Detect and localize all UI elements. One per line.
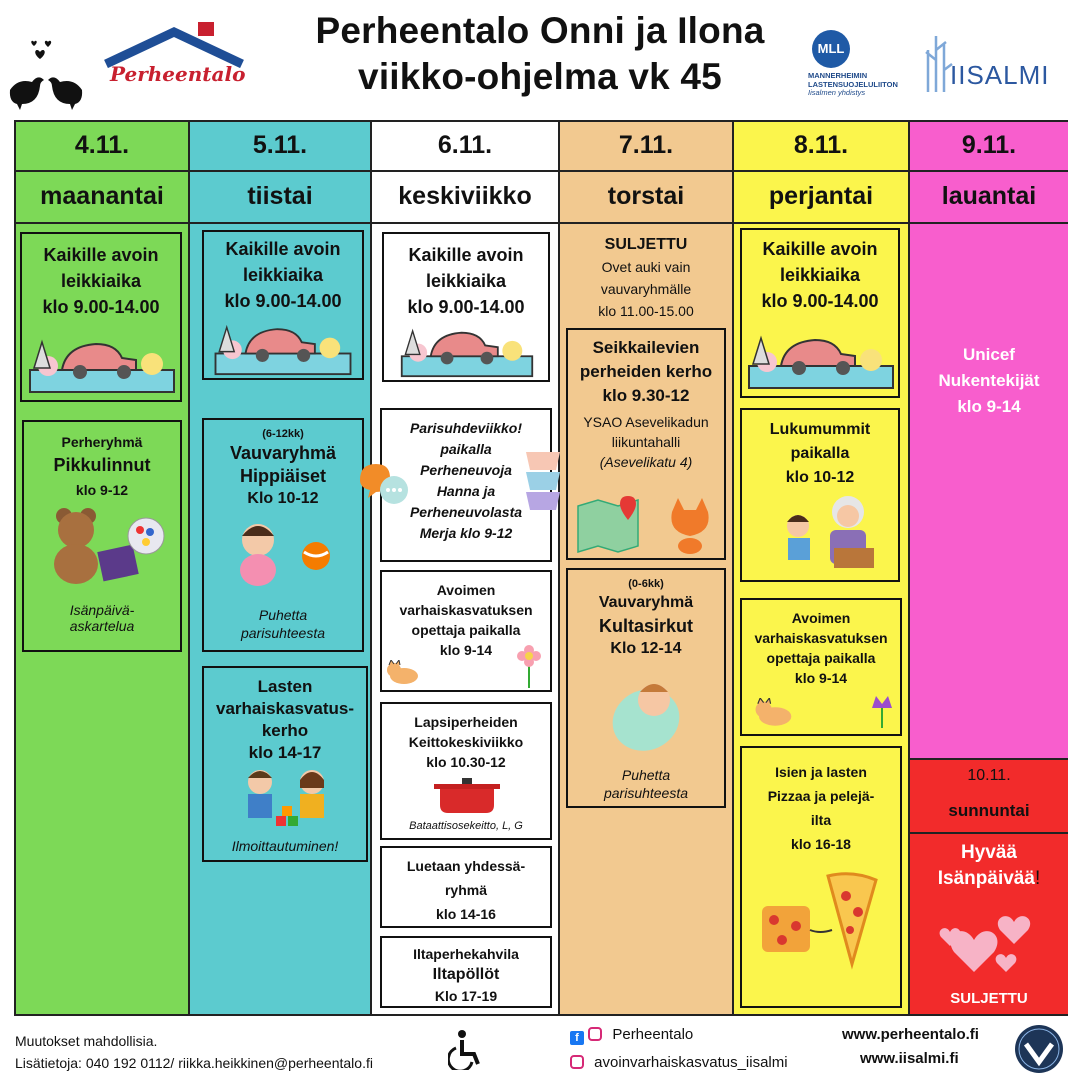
date-thursday: 7.11. (560, 122, 732, 172)
hearts-icon (934, 900, 1044, 980)
title-line-2: viikko-ohjelma vk 45 (358, 56, 722, 97)
perheentalo-logo-text: Perheentalo (110, 62, 246, 86)
closed-label: SULJETTU (604, 236, 688, 253)
weekly-schedule-grid (14, 120, 1068, 1016)
event-line: Seikkailevien (592, 338, 700, 357)
event-line: Hippiäiset (239, 466, 327, 486)
event-line: Lasten (257, 677, 313, 696)
event-note: askartelua (69, 618, 135, 634)
event-time: klo 14-17 (248, 743, 322, 762)
instagram-link[interactable] (570, 1054, 788, 1071)
event-line: ryhmä (444, 882, 488, 898)
toy-car-box-icon (392, 320, 542, 378)
open-play-box-tuesday (202, 230, 364, 380)
baby-with-ball-icon (224, 518, 344, 588)
toy-car-box-icon (208, 316, 358, 376)
event-time: klo 9.00-14.00 (407, 297, 525, 317)
event-line: varhaiskasvatus- (216, 699, 354, 718)
greeting-line-1: Hyvää (961, 842, 1017, 863)
greeting-line-2: Isänpäivää (937, 868, 1035, 889)
event-line: Perheneuvoja (420, 462, 512, 478)
event-line: Perheneuvolasta (409, 504, 523, 520)
event-line: Kaikille avoin (762, 239, 878, 259)
event-line: varhaiskasvatuksen (399, 602, 533, 618)
flower-icon (516, 644, 542, 688)
mll-logo-line-3: Iisalmen yhdistys (808, 88, 866, 97)
day-monday: maanantai (16, 172, 188, 224)
page-title (270, 8, 810, 100)
event-line: Perheryhmä (61, 434, 143, 450)
map-and-fox-icon (576, 492, 722, 554)
iisalmi-logo-text: IISALMI (950, 60, 1050, 90)
day-thursday: torstai (560, 172, 732, 224)
event-line: Isien ja lasten (775, 764, 867, 780)
badge-logo-icon (1014, 1024, 1064, 1074)
event-line: Lapsiperheiden (414, 714, 518, 730)
cat-icon (386, 660, 420, 686)
event-line: vauvaryhmälle (600, 281, 692, 297)
speech-bubbles-icon (356, 460, 416, 508)
event-line: leikkiaika (60, 271, 142, 291)
event-line: varhaiskasvatuksen (754, 630, 888, 646)
event-line: leikkiaika (425, 271, 507, 291)
day-saturday: lauantai (910, 172, 1068, 224)
mll-logo-mark: MLL (812, 30, 850, 68)
purple-flower-icon (868, 694, 896, 728)
footer (0, 1018, 1080, 1080)
event-note: Bataattisosekeitto, L, G (409, 820, 523, 832)
date-wednesday: 6.11. (372, 122, 558, 172)
event-line: Nukentekijät (938, 371, 1040, 390)
event-line: Pikkulinnut (53, 455, 151, 475)
event-note: parisuhteesta (240, 625, 326, 641)
event-line: Lukumummit (769, 421, 871, 438)
event-line: paikalla (440, 441, 492, 457)
date-monday: 4.11. (16, 122, 188, 172)
event-place: YSAO Asevelikadun (583, 414, 709, 430)
footer-info (15, 1030, 373, 1074)
day-tuesday: tiistai (190, 172, 370, 224)
pizza-evening-box-friday (740, 746, 902, 1008)
event-line: kerho (261, 721, 309, 740)
cat-icon (754, 698, 794, 728)
event-age: (6-12kk) (262, 428, 304, 440)
title-line-1: Perheentalo Onni ja Ilona (315, 10, 765, 51)
event-line: Kaikille avoin (225, 239, 341, 259)
fathers-day-greeting (910, 834, 1068, 892)
event-time: klo 14-16 (436, 906, 496, 922)
day-friday: perjantai (734, 172, 908, 224)
event-line: opettaja paikalla (411, 622, 521, 638)
mll-logo-text (808, 72, 898, 98)
event-time: klo 10-12 (785, 469, 855, 486)
column-wednesday (372, 122, 560, 1014)
event-note: parisuhteesta (603, 785, 689, 801)
event-line: Iltapöllöt (432, 966, 500, 983)
event-line: Vauvaryhmä (598, 594, 694, 611)
event-line: Iltaperhekahvila (413, 946, 519, 962)
adventure-box-thursday (566, 328, 726, 560)
open-play-box-friday (740, 228, 900, 398)
wheelchair-accessible-icon (448, 1030, 484, 1070)
club-box-tuesday (202, 666, 368, 862)
mll-logo-line-2: LASTENSUOJELULIITON (808, 79, 898, 89)
event-time: Merja klo 9-12 (419, 525, 513, 541)
perheentalo-logo (102, 20, 247, 100)
pizza-characters-icon (756, 870, 886, 970)
event-line: Keittokeskiviikko (408, 734, 524, 750)
event-time: Klo 10-12 (247, 490, 319, 507)
column-sunday (910, 758, 1068, 1014)
grandma-reading-icon (778, 492, 874, 572)
event-note: Puhetta (258, 607, 308, 623)
column-monday (16, 122, 190, 1014)
iisalmi-tree-icon (920, 30, 954, 92)
footer-changes: Muutokset mahdollisia. (15, 1033, 158, 1049)
perheentalo-website-link[interactable]: www.perheentalo.fi (842, 1026, 979, 1043)
date-sunday: 10.11. (967, 767, 1011, 784)
event-age: (0-6kk) (628, 578, 664, 590)
soup-pot-icon (432, 776, 502, 814)
soup-box-wednesday (380, 702, 552, 840)
date-friday: 8.11. (734, 122, 908, 172)
event-time: klo 9.00-14.00 (761, 291, 879, 311)
event-line: Luetaan yhdessä- (406, 858, 526, 874)
event-line: Kultasirkut (598, 616, 694, 636)
instagram-icon (570, 1055, 584, 1069)
closed-notice-thursday (560, 234, 732, 322)
toy-car-box-icon (746, 326, 896, 390)
sunday-closed-label: SULJETTU (950, 990, 1028, 1007)
day-wednesday: keskiviikko (372, 172, 558, 224)
event-line: Pizzaa ja pelejä- (767, 788, 875, 804)
event-time: klo 9.00-14.00 (42, 297, 160, 317)
date-tuesday: 5.11. (190, 122, 370, 172)
event-note: Puhetta (621, 767, 671, 783)
open-play-box-monday (20, 232, 182, 402)
baby-group-box-thursday (566, 568, 726, 808)
swaddled-baby-icon (606, 674, 686, 754)
iisalmi-website-link[interactable]: www.iisalmi.fi (860, 1050, 959, 1067)
group-box-monday (22, 420, 182, 652)
baby-group-box-tuesday (202, 418, 364, 652)
teddy-bear-paints-icon (42, 504, 166, 584)
greeting-mark: ! (1034, 868, 1041, 889)
footer-contact: Lisätietoja: 040 192 0112/ riikka.heikkinen@perheentalo.fi (15, 1055, 373, 1071)
mll-logo-line-1: MANNERHEIMIN (808, 71, 868, 80)
event-address: (Asevelikatu 4) (599, 454, 693, 470)
instagram-handle: avoinvarhaiskasvatus_iisalmi (594, 1054, 788, 1071)
event-line: Hanna ja (436, 483, 496, 499)
event-time: klo 9-14 (957, 397, 1021, 416)
day-sunday: sunnuntai (910, 790, 1068, 834)
event-time: klo 9-12 (75, 482, 129, 498)
column-tuesday (190, 122, 372, 1014)
facebook-instagram-link[interactable] (570, 1026, 693, 1045)
event-line: Parisuhdeviikko! (409, 420, 523, 436)
birds-logo (6, 40, 86, 115)
event-line: Avoimen (436, 582, 496, 598)
event-line: Vauvaryhmä (229, 443, 337, 463)
date-saturday: 9.11. (910, 122, 1068, 172)
column-saturday (910, 122, 1068, 1014)
event-time: klo 9.00-14.00 (224, 291, 342, 311)
event-line: Ovet auki vain (601, 259, 691, 275)
instagram-icon (588, 1027, 602, 1041)
event-line: paikalla (790, 445, 850, 462)
event-line: opettaja paikalla (766, 650, 876, 666)
cafe-box-wednesday (380, 936, 552, 1008)
facebook-icon: f (570, 1031, 584, 1045)
event-line: Avoimen (791, 610, 851, 626)
event-time: klo 9.30-12 (602, 386, 690, 405)
iisalmi-logo (920, 30, 1060, 100)
event-line: Kaikille avoin (43, 245, 159, 265)
teacher-box-wednesday (380, 570, 552, 692)
mll-logo (806, 26, 926, 106)
event-line: leikkiaika (242, 265, 324, 285)
teacher-box-friday (740, 598, 902, 736)
event-time: klo 16-18 (791, 836, 851, 852)
event-line: Kaikille avoin (408, 245, 524, 265)
reading-box-wednesday (380, 846, 552, 928)
event-time: klo 11.00-15.00 (598, 303, 694, 319)
stacked-cups-icon (520, 448, 570, 514)
facebook-handle: Perheentalo (612, 1026, 694, 1043)
grannies-box-friday (740, 408, 900, 582)
event-line: Unicef (963, 345, 1015, 364)
toy-car-box-icon (28, 330, 176, 394)
event-time: Klo 17-19 (434, 988, 498, 1004)
event-time: Klo 12-14 (610, 640, 682, 657)
unicef-event-saturday (910, 342, 1068, 420)
event-place: liikuntahalli (611, 434, 681, 450)
event-note: Ilmoittautuminen! (231, 838, 339, 854)
column-thursday (560, 122, 734, 1014)
children-playing-blocks-icon (232, 768, 342, 832)
event-time: klo 9-14 (439, 642, 493, 658)
house-roof-icon (102, 20, 247, 68)
open-play-box-wednesday (382, 232, 550, 382)
event-line: perheiden kerho (579, 362, 713, 381)
event-line: ilta (810, 812, 832, 828)
event-time: klo 9-14 (794, 670, 848, 686)
event-note: Isänpäivä- (69, 602, 135, 618)
event-time: klo 10.30-12 (426, 754, 506, 770)
column-friday (734, 122, 910, 1014)
event-line: leikkiaika (779, 265, 861, 285)
